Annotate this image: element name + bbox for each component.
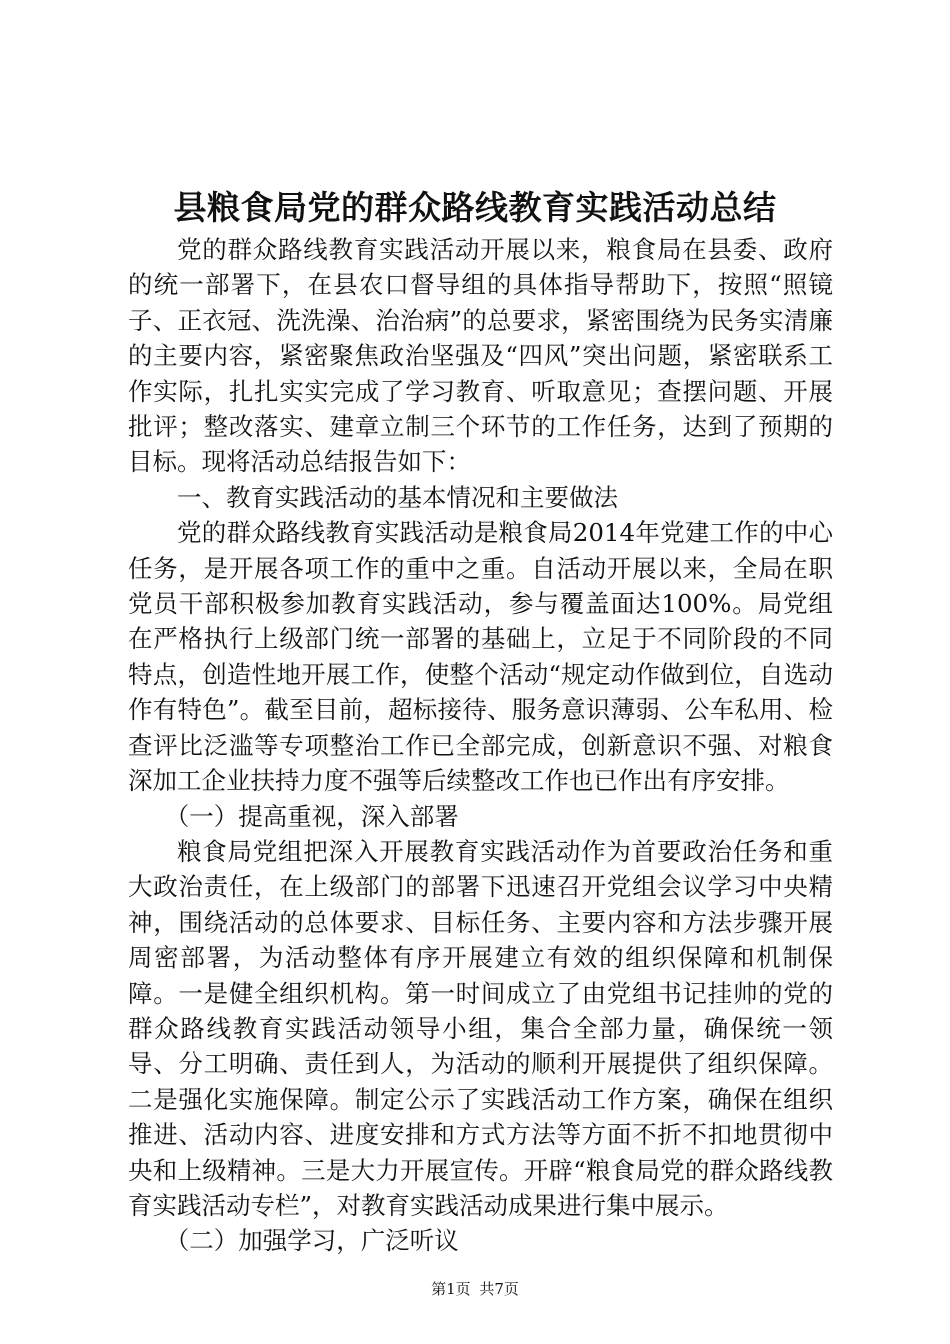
subsection-1-paragraph: 粮食局党组把深入开展教育实践活动作为首要政治任务和重大政治责任，在上级部门的部署下迅速召开党组会议学习中央精神，围绕活动的总体要求、目标任务、主要内容和方法步骤开展周密部署，为活动整体有序开展建立有效的组织保障和机制保障。一是健全组织机构。第一时间成立了由党组书记挂帅的党的群众路线教育实践活动领导小组，集合全部力量，确保统一领导、分工明确、责任到人，为活动的顺利开展提供了组织保障。二是强化实施保障。制定公示了实践活动工作方案，确保在组织推进、活动内容、进度安排和方式方法等方面不折不扣地贯彻中央和上级精神。三是大力开展宣传。开辟“粮食局党的群众路线教育实践活动专栏”，对教育实践活动成果进行集中展示。 (128, 836, 833, 1220)
intro-paragraph: 党的群众路线教育实践活动开展以来，粮食局在县委、政府的统一部署下，在县农口督导组的具体指导帮助下，按照“照镜子、正衣冠、洗洗澡、治治病”的总要求，紧密围绕为民务实清廉的主要内容，紧密聚焦政治坚强及“四风”突出问题，紧密联系工作实际，扎扎实实完成了学习教育、听取意见；查摆问题、开展批评；整改落实、建章立制三个环节的工作任务，达到了预期的目标。现将活动总结报告如下： (128, 235, 833, 477)
subsection-heading-2: （二）加强学习，广泛听议 (164, 1226, 459, 1256)
document-title: 县粮食局党的群众路线教育实践活动总结 (173, 188, 777, 227)
page-number: 第1页 (431, 1280, 471, 1298)
document-body (128, 232, 833, 1259)
subsection-heading-1: （一）提高重视，深入部署 (164, 801, 459, 831)
section-1-paragraph: 党的群众路线教育实践活动是粮食局2014年党建工作的中心任务，是开展各项工作的重中之重。自活动开展以来，全局在职党员干部积极参加教育实践活动，参与覆盖面达100%。局党组在严格执行上级部门统一部署的基础上，立足于不同阶段的不同特点，创造性地开展工作，使整个活动“规定动作做到位，自选动作有特色”。截至目前，超标接待、服务意识薄弱、公车私用、检查评比泛滥等专项整治工作已全部完成，创新意识不强、对粮食深加工企业扶持力度不强等后续整改工作也已作出有序安排。 (128, 518, 833, 796)
page-total: 共7页 (479, 1280, 519, 1298)
page-footer (0, 1279, 950, 1299)
section-heading-1: 一、教育实践活动的基本情况和主要做法 (177, 482, 618, 512)
